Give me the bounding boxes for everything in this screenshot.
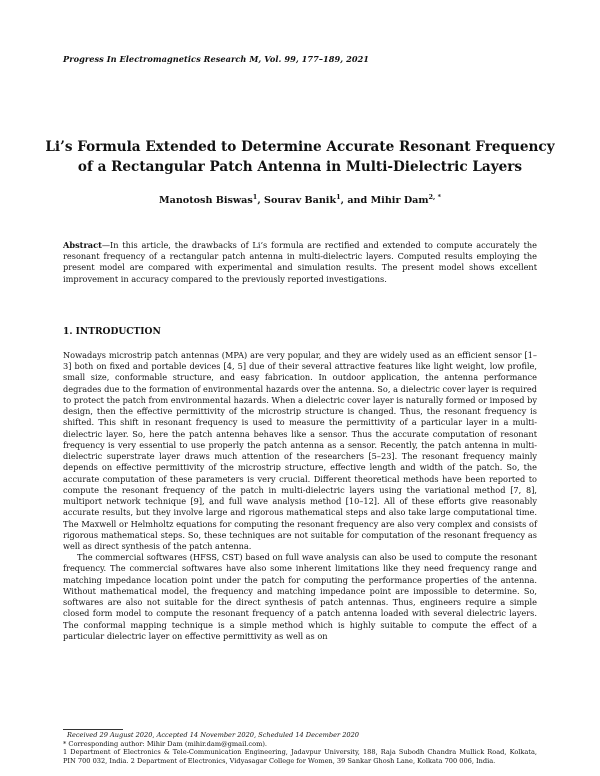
author-3: Mihir Dam — [370, 195, 429, 207]
abstract-label: Abstract — [63, 240, 102, 250]
abstract — [63, 240, 537, 285]
author-3-affiliation: 2, * — [428, 193, 441, 201]
title-line-2: of a Rectangular Patch Antenna in Multi-Dielectric Layers — [77, 159, 523, 175]
footnote-rule — [63, 729, 123, 730]
author-2: Sourav Banik — [264, 195, 337, 207]
author-separator: , — [257, 195, 265, 207]
paragraph: Nowadays microstrip patch antennas (MPA) are very popular, and they are widely used as an efficient sensor [1–3] both on fixed and portable devices [4, 5] due of their several attractive features like light weight, low profile, small size, conformable structure, and easy fabrication. In outdoor application, the antenna performance degrades due to the formation of environmental hazards over the antenna. So, a dielectric cover layer is required to protect the patch from environmental hazards. When a dielectric cover layer is naturally formed or imposed by design, then the effective permittivity of the microstrip structure is changed. Thus, the resonant frequency is shifted. This shift in resonant frequency is used to measure the permittivity of a particular layer in a multi-dielectric layer. So, here the patch antenna behaves like a sensor. Thus the accurate computation of resonant frequency is very essential to use properly the patch antenna as a sensor. Recently, the patch antenna in multi-dielectric superstrate layer draws much attention of the researchers [5–23]. The resonant frequency mainly depends on effective permittivity of the microstrip structure, effective length and width of the patch. So, the accurate computation of these parameters is very crucial. Different theoretical methods have been reported to compute the resonant frequency of the patch in multi-dielectric layers using the variational method [7, 8], multiport network technique [9], and full wave analysis method [10–12]. All of these efforts give reasonably accurate results, but they involve large and rigorous mathematical steps and also take large computational time. The Maxwell or Helmholtz equations for computing the resonant frequency are also very complex and consists of rigorous mathematical steps. So, these techniques are not suitable for computation of the resonant frequency as well as direct synthesis of the patch antenna. — [63, 350, 537, 551]
paper-title — [40, 137, 560, 177]
author-1: Manotosh Biswas — [159, 195, 253, 207]
affiliations: 1 Department of Electronics & Tele-Communication Engineering, Jadavpur University, 188, Raja Subodh Chandra Mullick Road, Kolkata, PIN 700 032, India. 2 Department of Electronics, Vidyasagar College for Women, 39 Sankar Ghosh Lane, Kolkata 700 006, India. — [63, 748, 537, 765]
title-line-1: Li’s Formula Extended to Determine Accurate Resonant Frequency — [45, 139, 555, 155]
footnotes — [63, 731, 537, 765]
journal-header: Progress In Electromagnetics Research M, Vol. 99, 177–189, 2021 — [63, 54, 370, 64]
paragraph: The commercial softwares (HFSS, CST) based on full wave analysis can also be used to compute the resonant frequency. The commercial softwares have also some inherent limitations like they need frequency range and matching impedance location point under the patch for computing the performance properties of the antenna. Without mathematical model, the frequency and matching impedance point are impossible to determine. So, softwares are also not suitable for the direct synthesis of patch antennas. Thus, engineers require a simple closed form model to compute the resonant frequency of a patch antenna loaded with several dielectric layers. The conformal mapping technique is a simple method which is highly suitable to compute the effect of a particular dielectric layer on effective permittivity as well as on — [63, 552, 537, 641]
author-list — [40, 193, 560, 206]
body-text — [63, 350, 537, 642]
abstract-text: —In this article, the drawbacks of Li’s formula are rectified and extended to compute accurately the resonant frequency of a rectangular patch antenna in multi-dielectric layers. Computed results employing the present model are compared with experimental and simulation results. The present model shows excellent improvement in accuracy compared to the previously reported investigations. — [63, 240, 537, 284]
author-2-affiliation: 1 — [336, 193, 341, 201]
author-separator: , and — [340, 195, 371, 207]
received-dates: Received 29 August 2020, Accepted 14 November 2020, Scheduled 14 December 2020 — [67, 731, 359, 739]
corresponding-author: * Corresponding author: Mihir Dam (mihir.dam@gmail.com). — [63, 739, 267, 748]
author-1-affiliation: 1 — [252, 193, 258, 201]
section-heading: 1. INTRODUCTION — [63, 326, 161, 337]
